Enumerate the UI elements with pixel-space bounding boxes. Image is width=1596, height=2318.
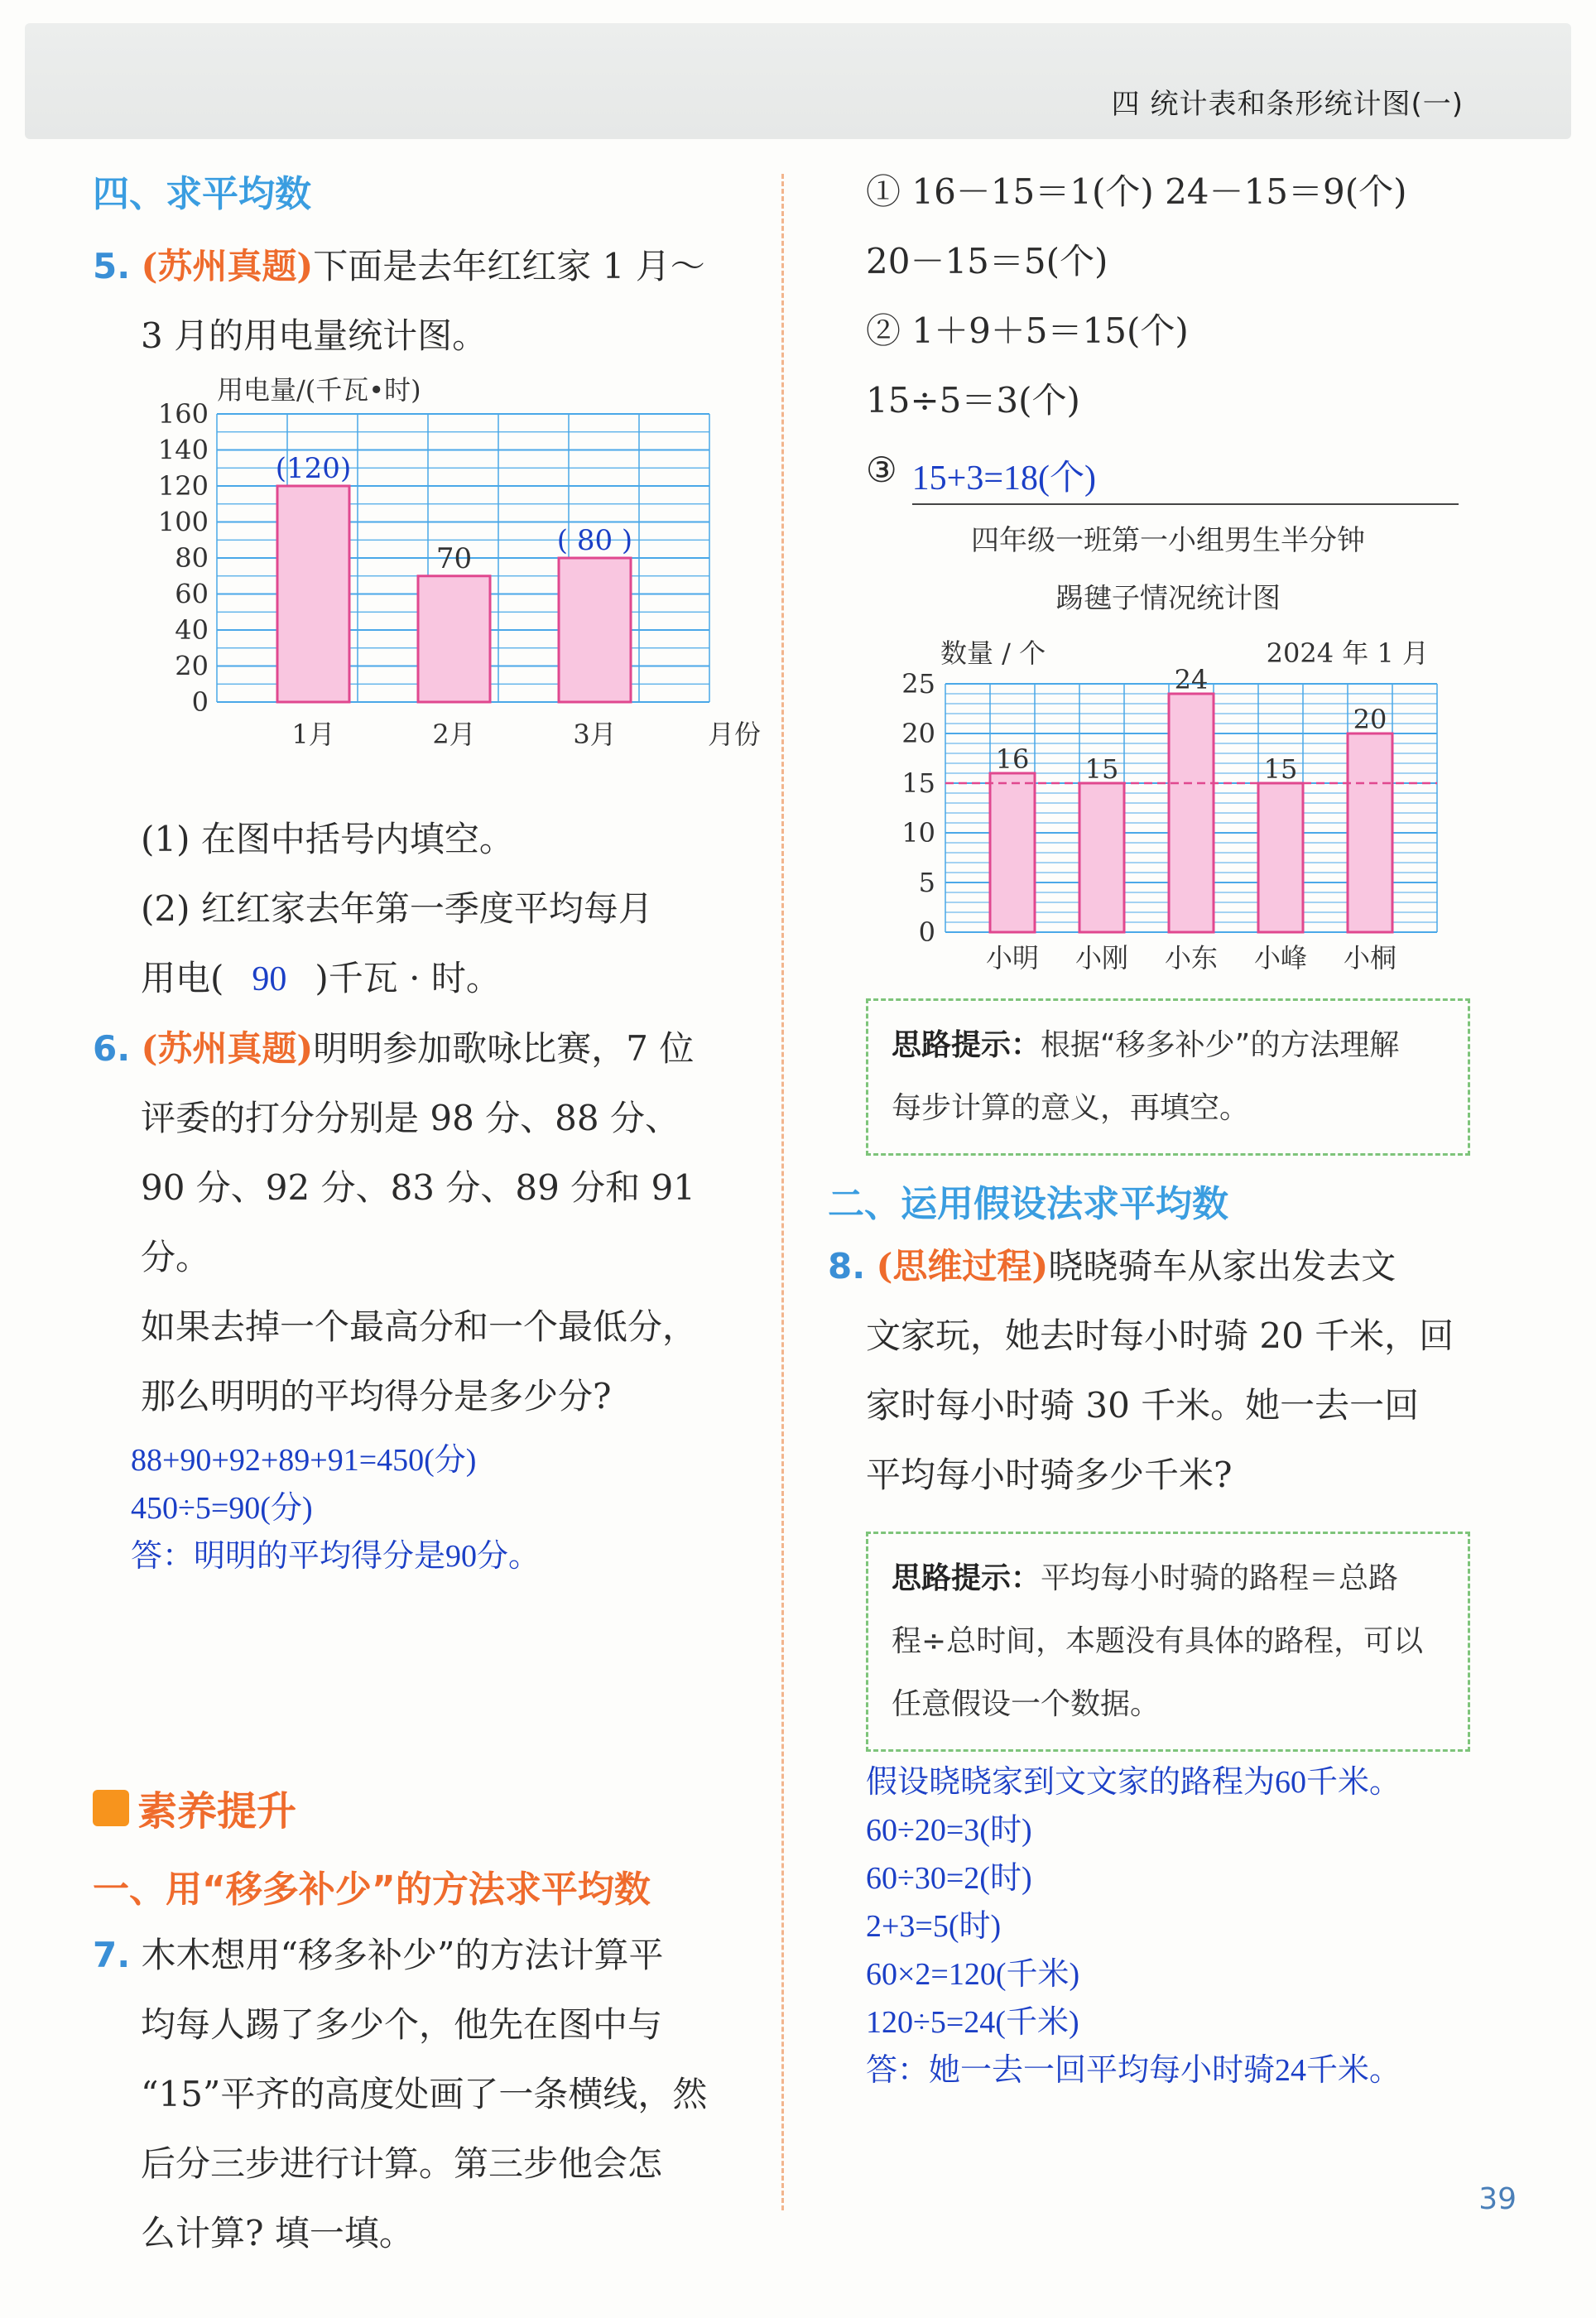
chart-date: 2024 年 1 月 xyxy=(1266,637,1429,669)
y-tick-label: 140 xyxy=(157,434,209,466)
q8-answer-line: 60×2=120(千米) xyxy=(866,1957,1080,1992)
section-title-two: 二、运用假设法求平均数 xyxy=(828,1183,1228,1225)
q7-hint-text: 根据“移多补少”的方法理解 xyxy=(1041,1028,1400,1062)
q8-hint-text: 任意假设一个数据。 xyxy=(892,1687,1161,1721)
right-column xyxy=(828,157,1470,2094)
y-tick-label: 80 xyxy=(175,542,209,574)
electricity-chart xyxy=(93,374,762,805)
bar-value-label: 20 xyxy=(1353,704,1387,735)
column-divider xyxy=(781,174,784,2210)
q7-text-line: “15”平齐的高度处画了一条横线，然 xyxy=(141,2074,708,2114)
section-title-one: 一、用“移多补少”的方法求平均数 xyxy=(93,1868,651,1911)
y-tick-label: 60 xyxy=(175,578,209,610)
section-title-4: 四、求平均数 xyxy=(93,173,311,215)
y-tick-label: 40 xyxy=(175,614,209,646)
x-tick-label: 小峰 xyxy=(1253,942,1308,974)
chapter-title: 四 统计表和条形统计图(一) xyxy=(1111,88,1464,121)
q5-answer: 90 xyxy=(252,960,287,998)
q5-sub1: (1) 在图中括号内填空。 xyxy=(141,819,514,859)
page-number: 39 xyxy=(1478,2182,1517,2216)
suyang-title: 素养提升 xyxy=(137,1788,297,1835)
q8-answer-line: 60÷30=2(时) xyxy=(866,1861,1032,1896)
left-column xyxy=(93,157,762,2268)
q7-hint-label: 思路提示： xyxy=(892,1028,1041,1062)
q5-sub2b-pre: 用电( xyxy=(141,958,224,998)
x-tick-label: 小刚 xyxy=(1074,942,1129,974)
q8-hint-text: 程÷总时间，本题没有具体的路程，可以 xyxy=(892,1624,1424,1658)
x-tick-label: 小明 xyxy=(985,942,1040,974)
q6-tag: (苏州真题) xyxy=(141,1028,314,1069)
q8-text-line: 晓晓骑车从家出发去文 xyxy=(1048,1246,1396,1286)
suyang-heading xyxy=(93,1779,747,1836)
y-axis-label: 用电量/(千瓦•时) xyxy=(217,374,421,406)
q6-text-line: 如果去掉一个最高分和一个最低分， xyxy=(141,1306,698,1347)
bar xyxy=(559,558,631,702)
q6-text-line: 明明参加歌咏比赛，7 位 xyxy=(313,1028,695,1069)
q5-text2: 3 月的用电量统计图。 xyxy=(141,315,488,356)
y-tick-label: 25 xyxy=(901,668,935,700)
q8-hint-label: 思路提示： xyxy=(892,1561,1041,1595)
q5-line1 xyxy=(93,232,747,301)
q7-step3-answer: 15+3=18(个) xyxy=(912,454,1459,505)
q5-number: 5. xyxy=(93,246,131,286)
q8-text-line: 家时每小时骑 30 千米。她一去一回 xyxy=(866,1385,1420,1426)
q7-step3-label: ③ xyxy=(866,450,897,490)
q6-answer-line: 答：明明的平均得分是90分。 xyxy=(131,1539,541,1574)
q6-text-line: 那么明明的平均得分是多少分? xyxy=(141,1376,612,1416)
q5-tag: (苏州真题) xyxy=(141,246,314,286)
q8-answer-line: 120÷5=24(千米) xyxy=(866,2005,1079,2040)
y-tick-label: 100 xyxy=(157,506,209,538)
bar xyxy=(1258,783,1303,932)
q5-text1: 下面是去年红红家 1 月～ xyxy=(313,246,705,286)
y-tick-label: 20 xyxy=(175,650,209,682)
q8-text-line: 文家玩，她去时每小时骑 20 千米，回 xyxy=(866,1315,1454,1356)
q5-sub2b xyxy=(93,944,747,1014)
q8-answer-line: 2+3=5(时) xyxy=(866,1909,1002,1944)
x-tick-label: 1月 xyxy=(291,719,335,750)
y-tick-label: 120 xyxy=(157,470,209,502)
running-person-icon xyxy=(93,1790,129,1826)
bar xyxy=(1079,783,1124,932)
q8-text-line: 平均每小时骑多少千米? xyxy=(866,1455,1233,1495)
q7-step: 15÷5＝3(个) xyxy=(866,380,1080,421)
q8-hint-box xyxy=(866,1532,1470,1752)
q6-text-line: 90 分、92 分、83 分、89 分和 91 分。 xyxy=(141,1167,695,1277)
bar xyxy=(1169,694,1214,932)
q7-line1 xyxy=(93,1921,747,1990)
y-axis-label: 数量 / 个 xyxy=(940,637,1046,669)
q7-text-line: 木木想用“移多补少”的方法计算平 xyxy=(141,1935,664,1975)
q6-line1 xyxy=(93,1014,747,1084)
bar xyxy=(1348,733,1392,932)
q5-sub2a: (2) 红红家去年第一季度平均每月 xyxy=(141,888,653,929)
bar-value-label: 15 xyxy=(1084,753,1119,785)
y-tick-label: 160 xyxy=(157,398,209,430)
q7-text-line: 均每人踢了多少个，他先在图中与 xyxy=(141,2004,663,2045)
q8-answer-line: 60÷20=3(时) xyxy=(866,1813,1032,1848)
q8-answer-line: 答：她一去一回平均每小时骑24千米。 xyxy=(866,2053,1401,2088)
x-tick-label: 小东 xyxy=(1164,942,1219,974)
q7-number: 7. xyxy=(93,1935,131,1975)
q6-answer-line: 450÷5=90(分) xyxy=(131,1491,313,1526)
q8-tag: (思维过程) xyxy=(876,1246,1049,1286)
q7-hint-box xyxy=(866,998,1470,1156)
x-tick-label: 3月 xyxy=(573,719,617,750)
bar-value-label: 70 xyxy=(435,541,473,575)
y-tick-label: 0 xyxy=(918,916,935,948)
shuttlecock-chart xyxy=(866,510,1470,974)
bar xyxy=(277,486,349,702)
x-axis-label: 月份 xyxy=(707,719,762,750)
q7-text-line: 后分三步进行计算。第三步他会怎 xyxy=(141,2143,663,2184)
bar-value-label: (120) xyxy=(275,452,352,485)
bar-value-label: 15 xyxy=(1263,753,1298,785)
q7-text-line: 么计算? 填一填。 xyxy=(141,2213,414,2253)
q7-hint-line xyxy=(892,1014,1445,1077)
q8-line1 xyxy=(828,1232,1470,1301)
q7-hint-text: 每步计算的意义，再填空。 xyxy=(892,1091,1250,1125)
x-tick-label: 小桐 xyxy=(1343,942,1397,974)
y-tick-label: 15 xyxy=(901,767,935,799)
q6-answer-line: 88+90+92+89+91=450(分) xyxy=(131,1443,477,1478)
y-tick-label: 10 xyxy=(901,817,935,849)
q8-hint-line xyxy=(892,1547,1445,1610)
bar-value-label: 24 xyxy=(1174,664,1209,695)
q8-hint-text: 平均每小时骑的路程＝总路 xyxy=(1041,1561,1399,1595)
chart-title-line: 踢毽子情况统计图 xyxy=(1055,582,1281,615)
q8-number: 8. xyxy=(828,1246,866,1286)
q6-number: 6. xyxy=(93,1028,131,1069)
chart-title-line: 四年级一班第一小组男生半分钟 xyxy=(971,524,1365,557)
q7-step: ② 1＋9＋5＝15(个) xyxy=(866,310,1189,351)
bar xyxy=(990,773,1035,932)
bar xyxy=(418,576,490,702)
q7-step: 20－15＝5(个) xyxy=(866,241,1108,281)
y-tick-label: 5 xyxy=(918,867,935,898)
x-tick-label: 2月 xyxy=(432,719,476,750)
q8-answer-line: 假设晓晓家到文文家的路程为60千米。 xyxy=(866,1765,1401,1800)
q6-text-line: 评委的打分分别是 98 分、88 分、 xyxy=(141,1098,680,1138)
y-tick-label: 20 xyxy=(901,718,935,749)
q5-sub2b-post: )千瓦 · 时。 xyxy=(315,958,501,998)
q7-step: ① 16－15＝1(个) 24－15＝9(个) xyxy=(866,171,1407,212)
bar-value-label: 16 xyxy=(995,743,1030,775)
bar-value-label: ( 80 ) xyxy=(556,524,633,557)
q7-step3 xyxy=(866,435,1470,505)
y-tick-label: 0 xyxy=(191,686,209,718)
